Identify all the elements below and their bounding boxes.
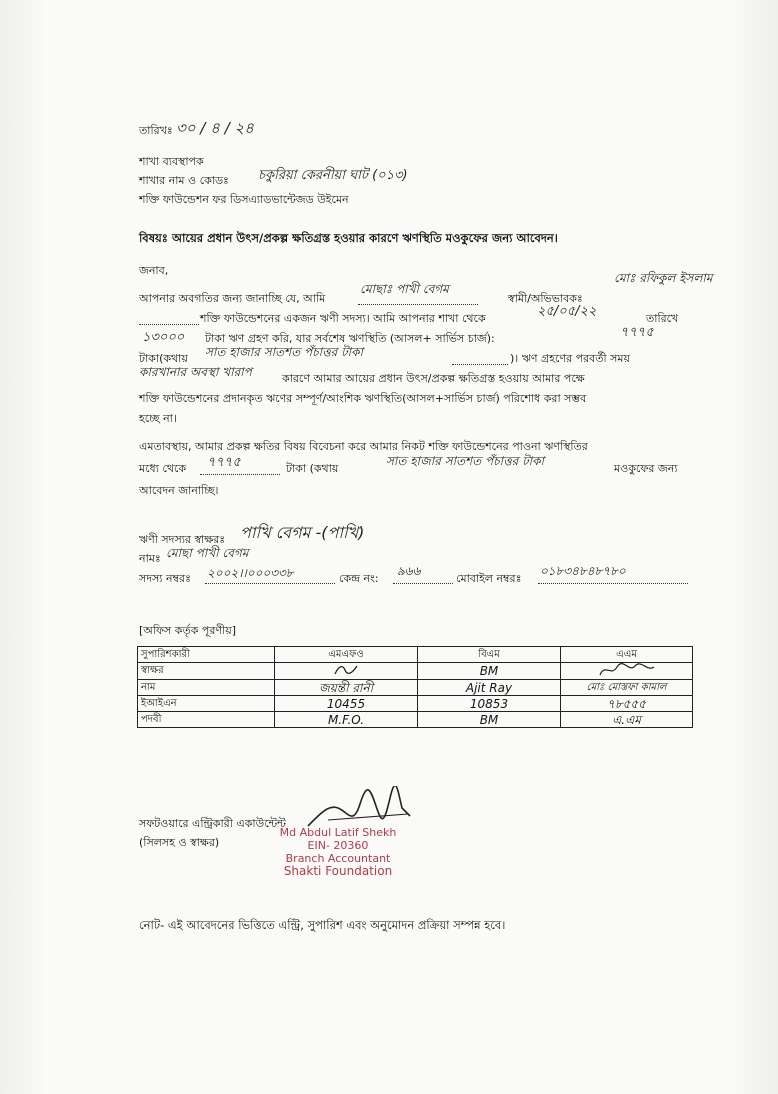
branch-value: চকুরিয়া কেরনীয়া ঘাট (০১৩): [258, 168, 408, 183]
stamp-line: Md Abdul Latif Shekh: [279, 826, 397, 839]
member-name-label: নামঃ: [139, 552, 161, 565]
table-cell: M.F.O.: [275, 712, 418, 728]
row-label: ইআইএন: [138, 696, 275, 712]
member-sign-label: ঋণী সদস্যর স্বাক্ষরঃ: [139, 533, 226, 546]
member-no-value: ২০০২।।০০০৩৩৮: [207, 566, 294, 580]
branch-label: শাখার নাম ও কোডঃ: [139, 174, 229, 187]
loan-date-handwritten: ২৫/০৫/২২: [537, 304, 597, 319]
mobile-label: মোবাইল নম্বরঃ: [456, 572, 522, 585]
table-cell: Ajit Ray: [418, 680, 561, 696]
row-label: পদবী: [138, 712, 275, 728]
loan-amount-handwritten: ১৩০০০: [142, 330, 185, 345]
member-no-label: সদস্য নম্বরঃ: [139, 572, 191, 585]
waiver-amount-handwritten: ৭৭৭৫: [207, 455, 241, 470]
signature-mark: [331, 663, 361, 677]
waiver-words-handwritten: সাত হাজার সাতশত পঁচাত্তর টাকা: [386, 454, 544, 468]
signature-cell: [275, 663, 418, 680]
table-row: [138, 696, 693, 712]
para1-text-j: হচ্ছে না।: [139, 412, 177, 425]
para2-text-e: আবেদন জানাচ্ছি।: [139, 484, 219, 497]
para2-text-d: মওকুফের জন্য: [614, 462, 678, 475]
table-row: [138, 663, 693, 680]
member-signature: পাখি বেগম -(পাখি): [240, 523, 365, 542]
balance-handwritten: ৭৭৭৫: [620, 325, 654, 340]
mobile-value: ০১৮৩৪৮৪৮৭৮০: [540, 564, 626, 578]
table-cell: এ.এম: [561, 712, 693, 728]
table-cell: মোঃ মোস্তফা কামাল: [561, 680, 693, 696]
balance-words-handwritten: সাত হাজার সাতশত পঁচাত্তর টাকা: [205, 345, 363, 359]
row-label: স্বাক্ষর: [138, 663, 275, 680]
accountant-stamp: [258, 826, 418, 878]
reason-handwritten: কারখানার অবস্থা খারাপ: [139, 365, 252, 379]
date-label: তারিখঃ: [139, 124, 173, 137]
dotted-line: [393, 583, 453, 584]
center-value: ৯৬৬: [397, 564, 421, 578]
table-row: [138, 712, 693, 728]
dotted-line: [200, 474, 280, 475]
para1-text-e: টাকা ঋণ গ্রহণ করি, যার সর্বশেষ ঋণস্থিতি (আসল+ সার্ভিস চার্জ):: [205, 332, 495, 345]
signature-mark: [597, 663, 657, 677]
salutation: জনাব,: [139, 264, 169, 277]
dotted-line: [358, 304, 478, 305]
dotted-line: [538, 583, 688, 584]
member-name-handwritten: মোছাঃ পাখী বেগম: [360, 282, 449, 296]
row-label: নাম: [138, 680, 275, 696]
organization-name: শক্তি ফাউন্ডেশন ফর ডিসএ্যাডভান্টেজড উইমেন: [139, 193, 349, 206]
subject-line: বিষয়ঃ আয়ের প্রধান উৎস/প্রকল্প ক্ষতিগ্রস্ত হওয়ার কারণে ঋণস্থিতি মওকুফের জন্য আবেদন।: [139, 231, 558, 245]
table-cell: BM: [418, 663, 561, 680]
table-cell: 10455: [275, 696, 418, 712]
para1-text-d: তারিখে: [646, 312, 679, 325]
para1-text-g: )। ঋণ গ্রহণের পরবর্তী সময়: [510, 352, 630, 365]
para1-text-i: শক্তি ফাউন্ডেশনের প্রদানকৃত ঋণের সম্পূর্ণ/আংশিক ঋণস্থিতি(আসল+সার্ভিস চার্জ) পরিশোধ করা সম্ভব: [139, 392, 587, 405]
stamp-line: Shakti Foundation: [283, 864, 393, 878]
recipient-title: শাখা ব্যবস্থাপক: [139, 155, 204, 168]
table-cell: জয়ন্তী রানী: [275, 680, 418, 696]
guardian-handwritten: মোঃ রফিকুল ইসলাম: [614, 271, 713, 285]
para2-text-a: এমতাবস্থায়, আমার প্রকল্প ক্ষতির বিষয় বিবেচনা করে আমার নিকট শক্তি ফাউন্ডেশনের পাওনা ঋণস্থিতির: [139, 440, 588, 453]
table-header: বিএম: [418, 647, 561, 663]
table-header: সুপারিশকারী: [138, 647, 275, 663]
dotted-line: [139, 324, 199, 325]
member-name-value: মোছা পাখী বেগম: [166, 546, 249, 560]
table-header-row: [138, 647, 693, 663]
table-header: এএম: [561, 647, 693, 663]
dotted-line: [452, 364, 508, 365]
center-label: কেন্দ্র নং:: [339, 572, 379, 585]
para1-text-f: টাকা(কথায়: [139, 352, 188, 365]
para1-text-h: কারণে আমার আয়ের প্রধান উৎস/প্রকল্প ক্ষতিগ্রস্ত হওয়ায় আমার পক্ষে: [282, 372, 585, 385]
dotted-line: [205, 583, 335, 584]
stamp-line: Branch Accountant: [285, 852, 391, 865]
para1-text-b: স্বামী/অভিভাবকঃ: [508, 292, 583, 305]
signature-cell: [561, 663, 693, 680]
table-cell: ৭৮৫৫৫: [561, 696, 693, 712]
table-row: [138, 680, 693, 696]
para1-text-a: আপনার অবগতির জন্য জানাচ্ছি যে, আমি: [139, 292, 326, 305]
para1-text-c: শক্তি ফাউন্ডেশনের একজন ঋণী সদস্য। আমি আপনার শাখা থেকে: [200, 312, 486, 325]
footer-note: নোট- এই আবেদনের ভিত্তিতে এন্ট্রি, সুপারিশ এবং অনুমোদন প্রক্রিয়া সম্পন্ন হবে।: [139, 918, 506, 932]
para2-text-c: টাকা (কথায়: [286, 462, 339, 475]
accountant-seal-label: (সিলসহ ও স্বাক্ষর): [139, 836, 220, 849]
office-use-label: [অফিস কর্তৃক পূরণীয়]: [139, 624, 236, 637]
office-table: [137, 646, 693, 728]
table-cell: 10853: [418, 696, 561, 712]
date-value: ৩০ / ৪ / ২৪: [176, 119, 254, 137]
accountant-label: সফটওয়ারে এন্ট্রিকারী একাউন্টেন্ট: [139, 817, 286, 830]
table-cell: BM: [418, 712, 561, 728]
para2-text-b: মধ্যে থেকে: [139, 462, 187, 475]
stamp-line: EIN- 20360: [307, 839, 369, 852]
table-header: এমএফও: [275, 647, 418, 663]
